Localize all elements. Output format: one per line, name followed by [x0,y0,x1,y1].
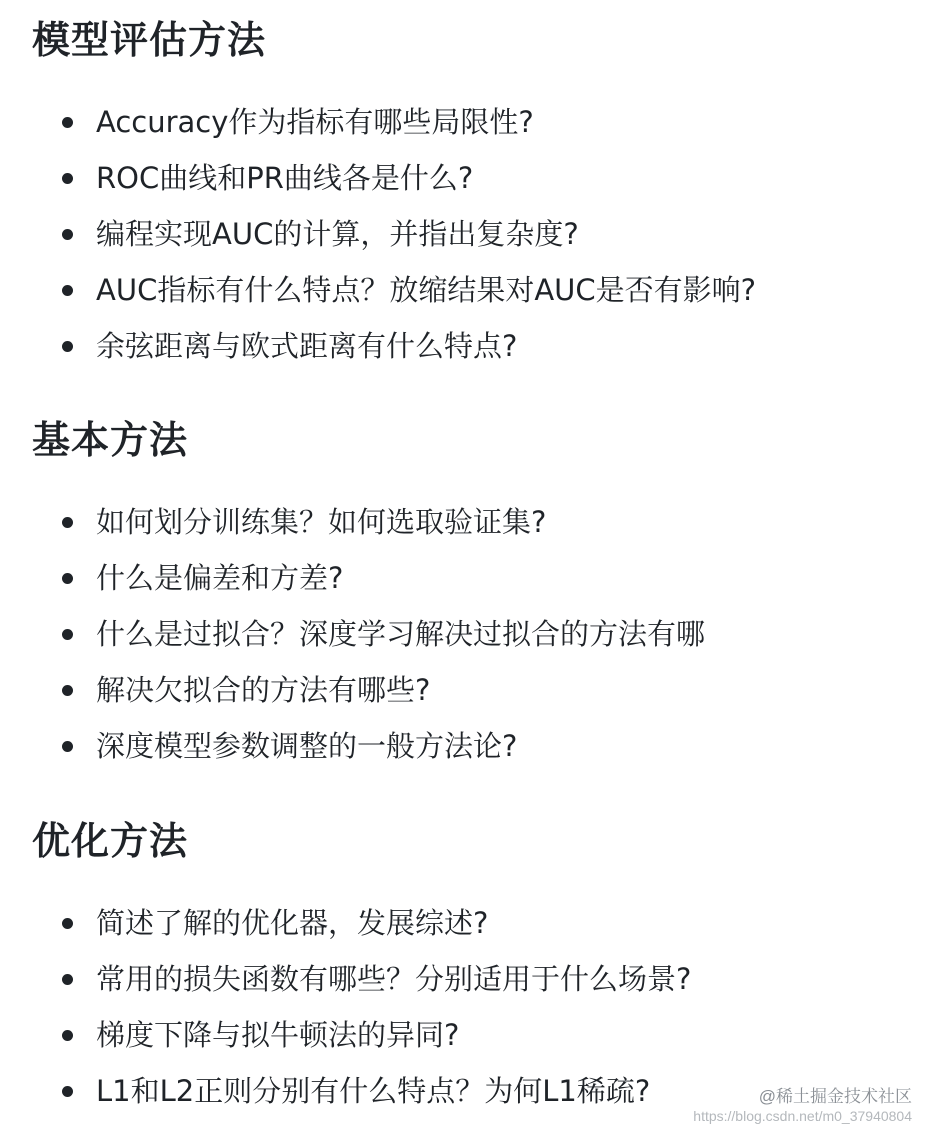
bullet-icon [62,685,73,696]
list-item [0,895,938,951]
list-item [0,262,938,318]
bullet-icon [62,629,73,640]
bullet-icon [62,974,73,985]
list-item [0,550,938,606]
bullet-list [0,94,938,374]
list-item-text: AUC指标有什么特点？放缩结果对AUC是否有影响? [96,273,757,307]
bullet-icon [62,229,73,240]
list-item [0,606,938,662]
bullet-icon [62,741,73,752]
list-item-text: ROC曲线和PR曲线各是什么? [96,161,474,195]
list-item [0,1007,938,1063]
list-item [0,662,938,718]
list-item-text: 梯度下降与拟牛顿法的异同? [96,1018,460,1052]
list-item-text: 解决欠拟合的方法有哪些? [96,673,431,707]
list-item-text: 余弦距离与欧式距离有什么特点? [96,329,518,363]
list-item [0,150,938,206]
list-item [0,494,938,550]
section-basic-methods [0,417,938,763]
section-heading: 基本方法 [32,418,189,462]
list-item-text: 如何划分训练集？如何选取验证集? [96,505,547,539]
section-model-evaluation [0,17,938,363]
list-item-text: 编程实现AUC的计算，并指出复杂度? [96,217,579,251]
list-item [0,718,938,774]
bullet-icon [62,285,73,296]
list-item [0,951,938,1007]
bullet-list [0,494,938,774]
list-item-text: 什么是偏差和方差? [96,561,344,595]
section-heading: 模型评估方法 [32,18,267,62]
bullet-icon [62,1030,73,1041]
section-heading: 优化方法 [32,819,189,863]
bullet-icon [62,117,73,128]
bullet-icon [62,573,73,584]
bullet-icon [62,517,73,528]
list-item [0,206,938,262]
bullet-icon [62,918,73,929]
list-item-text: 深度模型参数调整的一般方法论? [96,729,518,763]
list-item-text: 简述了解的优化器，发展综述? [96,906,489,940]
watermark [693,1086,912,1124]
list-item [0,94,938,150]
bullet-icon [62,1086,73,1097]
watermark-community: @稀土掘金技术社区 [758,1087,912,1106]
list-item-text: 什么是过拟合？深度学习解决过拟合的方法有哪 [96,617,706,651]
list-item-text: 常用的损失函数有哪些？分别适用于什么场景? [96,962,692,996]
list-item-text: L1和L2正则分别有什么特点？为何L1稀疏? [96,1074,651,1108]
list-item [0,318,938,374]
bullet-icon [62,173,73,184]
list-item-text: Accuracy作为指标有哪些局限性? [96,105,534,139]
watermark-url: https://blog.csdn.net/m0_37940804 [693,1108,912,1124]
bullet-icon [62,341,73,352]
